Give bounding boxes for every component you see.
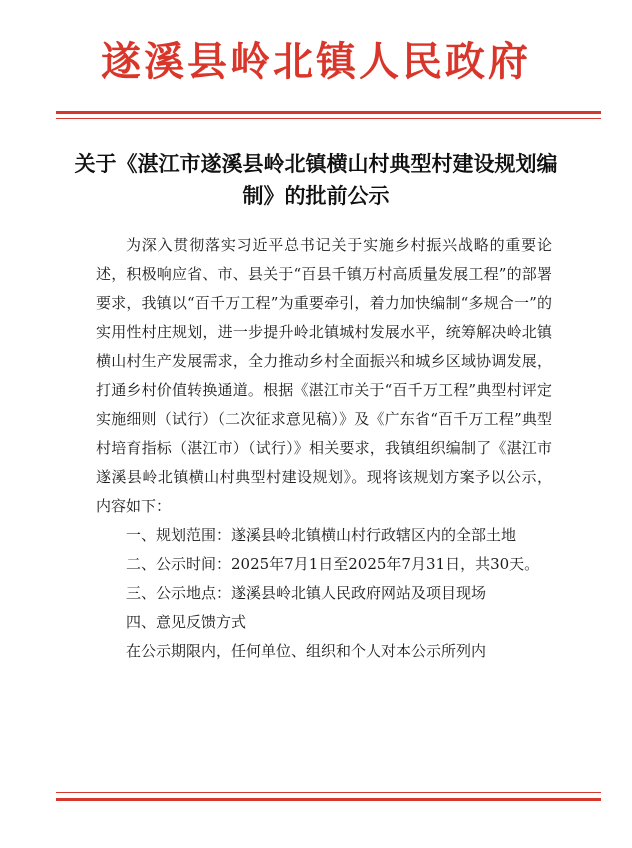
body-paragraph-period: 二、公示时间：2025年7月1日至2025年7月31日，共30天。 xyxy=(126,555,540,573)
document-title: 关于《湛江市遂溪县岭北镇横山村典型村建设规划编制》的批前公示 xyxy=(74,152,558,208)
body-paragraph-feedback: 在公示期限内，任何单位、组织和个人对本公示所列内 xyxy=(126,642,487,660)
footer-divider-thin xyxy=(56,792,601,793)
header-divider-thick xyxy=(56,111,601,114)
body-paragraph-scope: 一、规划范围：遂溪县岭北镇横山村行政辖区内的全部土地 xyxy=(126,526,517,544)
header-divider-thin xyxy=(56,118,601,119)
body-paragraph-location: 三、公示地点：遂溪县岭北镇人民政府网站及项目现场 xyxy=(126,584,487,602)
document-body xyxy=(96,231,552,666)
issuing-authority-title: 遂溪县岭北镇人民政府 xyxy=(101,38,531,85)
body-paragraph-intro: 为深入贯彻落实习近平总书记关于实施乡村振兴战略的重要论述，积极响应省、市、县关于“百县千镇万村高质量发展工程”的部署要求，我镇以“百千万工程”为重要牵引，着力加快编制“多规合一”的实用性村庄规划，进一步提升岭北镇城村发展水平，统筹解决岭北镇横山村生产发展需求，全力推动乡村全面振兴和城乡区域协调发展，打通乡村价值转换通道。根据《湛江市关于“百千万工程”典型村评定实施细则（试行）（二次征求意见稿）》及《广东省“百千万工程”典型村培育指标（湛江市）（试行）》相关要求，我镇组织编制了《湛江市遂溪县岭北镇横山村典型村建设规划》。现将该规划方案予以公示，内容如下： xyxy=(96,236,552,515)
body-paragraph-feedback-heading: 四、意见反馈方式 xyxy=(126,613,247,631)
footer-divider-thick xyxy=(56,798,601,801)
